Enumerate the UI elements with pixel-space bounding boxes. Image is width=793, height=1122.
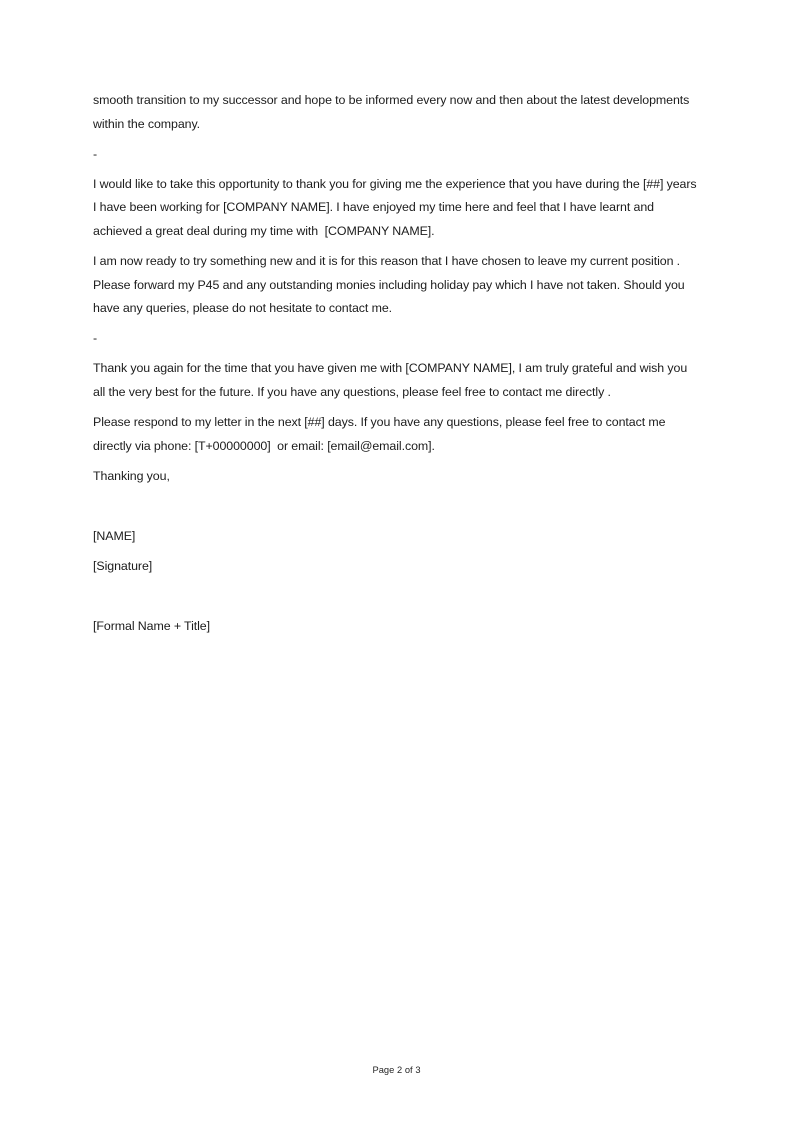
paragraph-thank-you-experience: I would like to take this opportunity to thank you for giving me the experience that you have during the [##] years I have been working for [COMPANY NAME]. I have enjoyed my time here and feel that I have learnt and achieved a great deal during my time with [COMPANY NAME]. bbox=[93, 176, 700, 238]
paragraph-transition: smooth transition to my successor and hope to be informed every now and then about the latest developments within the company. bbox=[93, 93, 693, 131]
paragraph-dash-2: - bbox=[93, 331, 98, 346]
signature-name-placeholder: [NAME] bbox=[93, 529, 136, 543]
paragraph-closing-salutation: Thanking you, bbox=[93, 468, 170, 483]
page-footer bbox=[0, 1060, 793, 1078]
blank-line-spacer-2 bbox=[93, 585, 699, 609]
formal-name-title-placeholder: [Formal Name + Title] bbox=[93, 619, 211, 634]
paragraph-grateful: Thank you again for the time that you have given me with [COMPANY NAME], I am truly grateful and wish you all the very best for the future. If you have any questions, please feel free to contact me directly . bbox=[93, 361, 691, 400]
paragraph-respond-request: Please respond to my letter in the next [##] days. If you have any questions, please feel free to contact me directly via phone: [T+00000000] or email: [email@email.com]. bbox=[93, 415, 669, 453]
paragraph-p45-monies: I am now ready to try something new and it is for this reason that I have chosen to leave my current position . Please forward my P45 and any outstanding monies including holiday pay which I have not taken. Should you have any queries, please do not hesitate to contact me. bbox=[93, 254, 688, 316]
page-number-label: Page 2 of 3 bbox=[372, 1065, 421, 1075]
signature-placeholder: [Signature] bbox=[93, 559, 153, 574]
blank-line-spacer-1 bbox=[93, 495, 699, 519]
letter-body bbox=[93, 89, 699, 645]
paragraph-dash-1: - bbox=[93, 146, 98, 161]
